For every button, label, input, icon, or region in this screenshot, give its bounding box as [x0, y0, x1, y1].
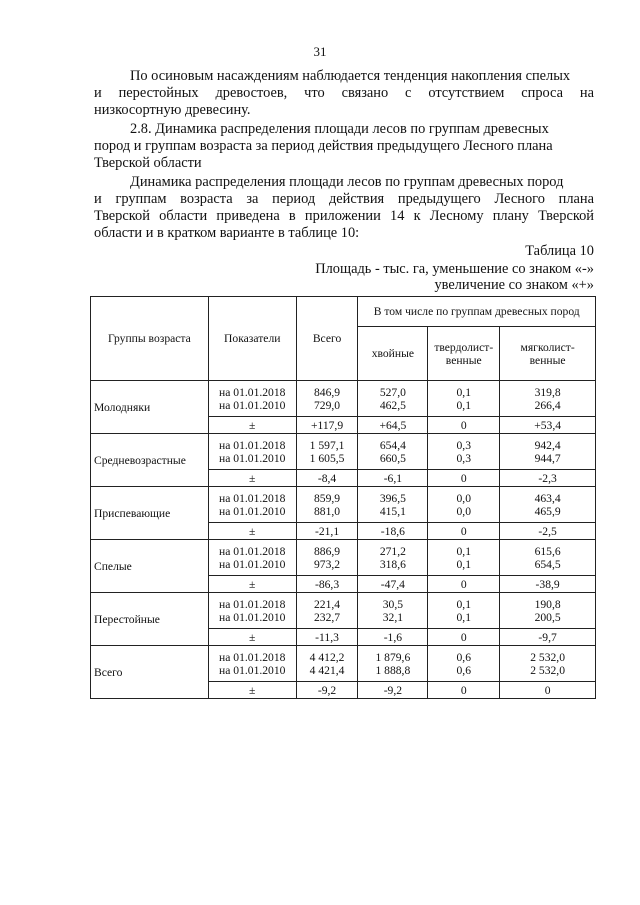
data-table: [90, 296, 596, 699]
coniferous-value: 660,5: [379, 451, 406, 465]
coniferous-value: 654,4: [379, 438, 406, 452]
hardwood-value: 0,1: [456, 385, 471, 399]
hardwood-value: 0,0: [456, 491, 471, 505]
coniferous-cell: [358, 540, 428, 576]
coniferous-diff-cell: -18,6: [358, 523, 428, 540]
softwood-cell: [500, 487, 596, 523]
section-heading: [94, 121, 594, 172]
text-line: 2.8. Динамика распределения площади лесов по группам древесных: [130, 121, 549, 137]
indicator-cell: [208, 593, 296, 629]
table-row: [91, 540, 596, 576]
coniferous-value: 415,1: [379, 504, 406, 518]
indicator-value: на 01.01.2010: [219, 663, 286, 677]
softwood-diff-cell: +53,4: [500, 417, 596, 434]
softwood-value: 2 532,0: [530, 663, 565, 677]
softwood-value: 465,9: [534, 504, 561, 518]
indicator-cell: [208, 434, 296, 470]
table-units-line-1: Площадь - тыс. га, уменьшение со знаком «-»: [315, 261, 594, 277]
hardwood-diff-cell: 0: [428, 470, 500, 487]
header-coniferous: хвойные: [358, 327, 428, 381]
indicator-value: на 01.01.2010: [219, 398, 286, 412]
age-group-cell: Молодняки: [91, 381, 209, 434]
softwood-diff-cell: -2,3: [500, 470, 596, 487]
indicator-diff-cell: ±: [208, 417, 296, 434]
total-diff-cell: -21,1: [296, 523, 358, 540]
hardwood-cell: [428, 540, 500, 576]
coniferous-cell: [358, 434, 428, 470]
text-line: и перестойных древостоев, что связано с отсутствием спроса на: [94, 85, 594, 101]
header-softwood: мягколист-венные: [500, 327, 596, 381]
total-value: 846,9: [314, 385, 341, 399]
softwood-value: 615,6: [534, 544, 561, 558]
indicator-diff-cell: ±: [208, 576, 296, 593]
total-value: 881,0: [314, 504, 341, 518]
total-value: 232,7: [314, 610, 341, 624]
coniferous-value: 32,1: [382, 610, 404, 624]
hardwood-value: 0,1: [456, 398, 471, 412]
header-indicator: Показатели: [208, 297, 296, 381]
age-group-cell: Средневозрастные: [91, 434, 209, 487]
text-line: области и в кратком варианте в таблице 10:: [94, 225, 360, 241]
indicator-diff-cell: ±: [208, 629, 296, 646]
coniferous-value: 527,0: [379, 385, 406, 399]
indicator-cell: [208, 540, 296, 576]
indicator-diff-cell: ±: [208, 523, 296, 540]
total-value: 1 605,5: [309, 451, 345, 465]
coniferous-value: 271,2: [379, 544, 406, 558]
text-line: низкосортную древесину.: [94, 102, 251, 118]
softwood-value: 942,4: [534, 438, 561, 452]
total-diff-cell: -8,4: [296, 470, 358, 487]
total-cell: [296, 487, 358, 523]
total-value: 4 412,2: [309, 650, 345, 664]
text-line: Тверской области: [94, 155, 202, 171]
coniferous-value: 318,6: [379, 557, 406, 571]
table-units-line-2: увеличение со знаком «+»: [434, 277, 594, 293]
indicator-cell: [208, 646, 296, 682]
coniferous-diff-cell: -1,6: [358, 629, 428, 646]
total-value: 4 421,4: [309, 663, 345, 677]
hardwood-value: 0,3: [456, 438, 471, 452]
hardwood-value: 0,1: [456, 557, 471, 571]
total-value: 729,0: [314, 398, 341, 412]
coniferous-value: 396,5: [379, 491, 406, 505]
hardwood-value: 0,1: [456, 597, 471, 611]
softwood-diff-cell: -9,7: [500, 629, 596, 646]
total-diff-cell: -9,2: [296, 682, 358, 699]
softwood-cell: [500, 434, 596, 470]
hardwood-value: 0,1: [456, 544, 471, 558]
indicator-value: на 01.01.2010: [219, 610, 286, 624]
indicator-diff-cell: ±: [208, 470, 296, 487]
indicator-cell: [208, 381, 296, 417]
indicator-cell: [208, 487, 296, 523]
indicator-value: на 01.01.2018: [219, 544, 286, 558]
text-line: и группам возраста за период действия предыдущего Лесного плана: [94, 191, 594, 207]
age-group-cell: Приспевающие: [91, 487, 209, 540]
indicator-diff-cell: ±: [208, 682, 296, 699]
indicator-value: на 01.01.2010: [219, 451, 286, 465]
header-age-group: Группы возраста: [91, 297, 209, 381]
softwood-cell: [500, 381, 596, 417]
coniferous-value: 1 888,8: [375, 663, 411, 677]
indicator-value: на 01.01.2010: [219, 504, 286, 518]
total-cell: [296, 593, 358, 629]
hardwood-diff-cell: 0: [428, 682, 500, 699]
hardwood-diff-cell: 0: [428, 417, 500, 434]
page-number: 31: [313, 44, 327, 59]
total-diff-cell: +117,9: [296, 417, 358, 434]
coniferous-diff-cell: -6,1: [358, 470, 428, 487]
softwood-value: 944,7: [534, 451, 561, 465]
softwood-value: 200,5: [534, 610, 561, 624]
total-diff-cell: -86,3: [296, 576, 358, 593]
total-value: 221,4: [314, 597, 341, 611]
indicator-value: на 01.01.2018: [219, 597, 286, 611]
coniferous-diff-cell: -9,2: [358, 682, 428, 699]
hardwood-cell: [428, 593, 500, 629]
text-line: По осиновым насаждениям наблюдается тенденция накопления спелых: [130, 68, 571, 84]
hardwood-diff-cell: 0: [428, 523, 500, 540]
indicator-value: на 01.01.2018: [219, 438, 286, 452]
table-row: [91, 434, 596, 470]
hardwood-cell: [428, 434, 500, 470]
total-value: 859,9: [314, 491, 341, 505]
table-row: [91, 381, 596, 417]
total-cell: [296, 381, 358, 417]
indicator-value: на 01.01.2018: [219, 491, 286, 505]
hardwood-cell: [428, 487, 500, 523]
table-label: Таблица 10: [525, 243, 594, 259]
softwood-cell: [500, 540, 596, 576]
hardwood-value: 0,3: [456, 451, 471, 465]
table-row: [91, 487, 596, 523]
coniferous-diff-cell: +64,5: [358, 417, 428, 434]
text-line: пород и группам возраста за период действия предыдущего Лесного плана: [94, 138, 553, 154]
header-by-species: В том числе по группам древесных пород: [358, 297, 596, 327]
text-line: Динамика распределения площади лесов по группам древесных пород: [130, 174, 564, 190]
total-value: 973,2: [314, 557, 341, 571]
softwood-value: 266,4: [534, 398, 561, 412]
table-row: [91, 593, 596, 629]
hardwood-cell: [428, 381, 500, 417]
paragraph-aspen: [94, 68, 594, 119]
softwood-value: 2 532,0: [530, 650, 565, 664]
coniferous-cell: [358, 646, 428, 682]
softwood-diff-cell: 0: [500, 682, 596, 699]
total-value: 1 597,1: [309, 438, 345, 452]
softwood-cell: [500, 593, 596, 629]
table-row: [91, 646, 596, 682]
coniferous-cell: [358, 381, 428, 417]
paragraph-dynamics: [94, 174, 594, 242]
hardwood-value: 0,6: [456, 663, 471, 677]
age-group-cell: Спелые: [91, 540, 209, 593]
total-cell: [296, 646, 358, 682]
coniferous-diff-cell: -47,4: [358, 576, 428, 593]
total-diff-cell: -11,3: [296, 629, 358, 646]
hardwood-diff-cell: 0: [428, 629, 500, 646]
softwood-value: 190,8: [534, 597, 561, 611]
coniferous-cell: [358, 487, 428, 523]
hardwood-value: 0,1: [456, 610, 471, 624]
text-line: Тверской области приведена в приложении 14 к Лесному плану Тверской: [94, 208, 594, 224]
softwood-value: 319,8: [534, 385, 561, 399]
softwood-cell: [500, 646, 596, 682]
total-cell: [296, 540, 358, 576]
softwood-diff-cell: -38,9: [500, 576, 596, 593]
total-cell: [296, 434, 358, 470]
coniferous-value: 462,5: [379, 398, 406, 412]
age-group-cell: Всего: [91, 646, 209, 699]
coniferous-value: 1 879,6: [375, 650, 411, 664]
hardwood-diff-cell: 0: [428, 576, 500, 593]
indicator-value: на 01.01.2010: [219, 557, 286, 571]
hardwood-value: 0,6: [456, 650, 471, 664]
indicator-value: на 01.01.2018: [219, 385, 286, 399]
header-hardwood: твердолист-венные: [428, 327, 500, 381]
softwood-value: 654,5: [534, 557, 561, 571]
hardwood-value: 0,0: [456, 504, 471, 518]
indicator-value: на 01.01.2018: [219, 650, 286, 664]
softwood-value: 463,4: [534, 491, 561, 505]
coniferous-value: 30,5: [382, 597, 404, 611]
softwood-diff-cell: -2,5: [500, 523, 596, 540]
hardwood-cell: [428, 646, 500, 682]
header-total: Всего: [296, 297, 358, 381]
coniferous-cell: [358, 593, 428, 629]
age-group-cell: Перестойные: [91, 593, 209, 646]
total-value: 886,9: [314, 544, 341, 558]
